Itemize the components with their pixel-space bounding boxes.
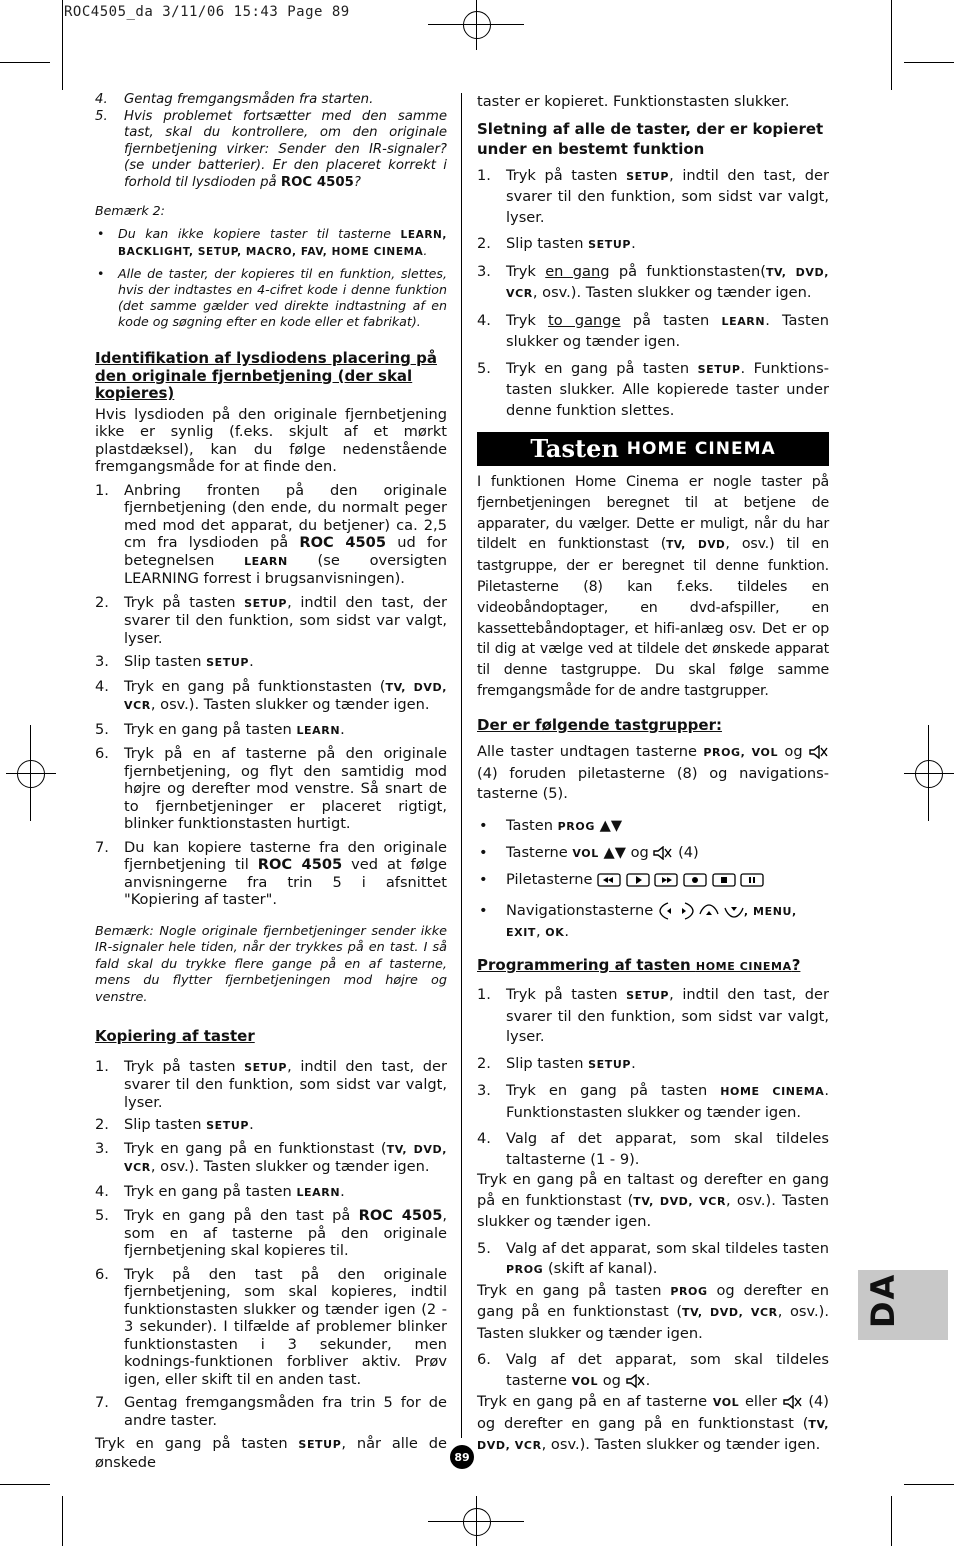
copy-steps: [95, 1058, 447, 1430]
identify-steps: [95, 482, 447, 909]
programming-step-5: [477, 1239, 829, 1281]
list-item: 6. Valg af det apparat, som skal tildeles tasterne VOL og .: [477, 1351, 829, 1389]
list-item: 3. Tryk en gang på funktionstasten(TV, DVD, VCR, osv.). Tasten slukker og tænder igen.: [477, 262, 829, 301]
list-item: 2. Slip tasten SETUP.: [95, 1116, 254, 1133]
language-tab-label: DA: [864, 1272, 902, 1328]
stop-icon: [712, 872, 736, 888]
intro-steps: [95, 92, 447, 191]
list-item: 7. Du kan kopiere tasterne fra den originale fjernbetjening til ROC 4505 ved at følge anvisningerne fra trin 5 i afsnittet "Kopiering af taster".: [95, 838, 447, 908]
list-item: 3. Slip tasten SETUP.: [95, 653, 254, 670]
nav-right-icon: [679, 902, 695, 920]
list-item: • Tasterne VOL ▲▼ og (4): [479, 843, 699, 861]
mute-icon: [626, 1374, 646, 1388]
list-item: 4. Tryk en gang på tasten LEARN.: [95, 1182, 345, 1200]
list-item: 2. Slip tasten SETUP.: [477, 235, 636, 252]
programming-steps: [477, 985, 829, 1170]
programming-step-6: [477, 1350, 829, 1392]
list-item: 3. Tryk en gang på en funktionstast (TV, DVD, VCR, osv.). Tasten slukker og tænder igen.: [95, 1139, 447, 1175]
list-item: • Piletasterne: [477, 867, 829, 893]
list-item: 1. Tryk på tasten SETUP, indtil den tast, der svarer til den funktion, som sidst var valgt, lyser.: [95, 1057, 447, 1111]
mute-icon: [653, 846, 673, 860]
left-column: [95, 92, 447, 1471]
registration-mark: [463, 11, 491, 39]
list-item: 4. Tryk to gange på tasten LEARN. Tasten slukker og tænder igen.: [477, 311, 829, 350]
paragraph: Tryk en gang på en taltast og derefter en gang på en funktionstast (TV, DVD, VCR, osv.). Tasten slukker og tænder igen.: [477, 1171, 829, 1231]
language-tab: [858, 1270, 948, 1340]
record-icon: [683, 872, 707, 888]
section-heading: Identifikation af lysdiodens placering på den originale fjernbetjening (der skal kopieres): [95, 349, 437, 402]
registration-mark: [17, 760, 45, 788]
list-item: 5. Valg af det apparat, som skal tildeles tasten PROG (skift af kanal).: [477, 1239, 829, 1278]
nav-left-icon: [658, 902, 674, 920]
mute-icon: [783, 1395, 803, 1409]
column-divider: [461, 93, 462, 1438]
list-item: 4. Gentag fremgangsmåden fra starten.: [95, 92, 374, 107]
crop-mark: [904, 1484, 954, 1485]
list-item: 1. Tryk på tasten SETUP, indtil den tast, der svarer til den funktion, som sidst var valgt, lyser.: [477, 986, 829, 1046]
paragraph: taster er kopieret. Funktionstasten slukker.: [477, 93, 790, 110]
crop-mark: [62, 0, 63, 90]
list-item: • Alle de taster, der kopieres til en funktion, slettes, hvis der indtastes en 4-cifret kode i denne funktion (det samme gælder ved direkte indtastning af en kode og søgning efter en kode eller et fabrikat).: [97, 266, 447, 329]
list-item: 1. Tryk på tasten SETUP, indtil den tast, der svarer til den funktion, som sidst var valgt, lyser.: [477, 166, 829, 226]
up-arrow-icon: ▲: [603, 843, 615, 861]
delete-steps: [477, 166, 829, 422]
list-item: • Du kan ikke kopiere taster til tasterne LEARN, BACKLIGHT, SETUP, MACRO, FAV, HOME CINEMA.: [97, 226, 447, 258]
banner-title: Tasten: [530, 433, 619, 463]
list-item: • Navigationstasterne , MENU, EXIT, OK.: [479, 901, 797, 940]
list-item: 5. Tryk en gang på tasten SETUP. Funktions-tasten slukker. Alle kopierede taster under denne funktion slettes.: [477, 359, 829, 419]
section-heading: Sletning af alle de taster, der er kopieret under en bestemt funktion: [477, 119, 824, 158]
list-item: 7. Gentag fremgangsmåden fra trin 5 for de andre taster.: [95, 1394, 447, 1429]
list-item: 4. Tryk en gang på funktionstasten (TV, DVD, VCR, osv.). Tasten slukker og tænder igen.: [95, 677, 447, 713]
list-item: 2. Slip tasten SETUP.: [477, 1054, 636, 1072]
banner-subtitle: HOME CINEMA: [626, 438, 776, 459]
paragraph: Tryk en gang på tasten PROG og derefter en gang på en funktionstast (TV, DVD, VCR, osv.). Tasten slukker og tænder igen.: [477, 1281, 829, 1342]
section-heading: Programmering af tasten HOME CINEMA?: [477, 955, 801, 974]
play-icon: [626, 872, 650, 888]
list-item: • Tasten PROG ▲▼: [479, 816, 623, 834]
rewind-icon: [597, 872, 621, 888]
list-item: 5. Hvis problemet fortsætter med den samme tast, skal du kontrollere, om den originale fjernbetjening virker: Sender den IR-signaler? (se under batterier). Er den placeret korrekt i forhold til lysdioden på ROC 4505?: [95, 108, 447, 190]
list-item: 2. Tryk på tasten SETUP, indtil den tast, der svarer til den funktion, som sidst var valgt, lyser.: [95, 593, 447, 647]
list-item: 5. Tryk en gang på tasten LEARN.: [95, 720, 345, 738]
section-banner: [477, 432, 829, 466]
note: Bemærk: Nogle originale fjernbetjeninger sender ikke IR-signaler hele tiden, når der trykkes på en tast. I så fald skal du trykke flere gange på en af tasterne, mens du flytter fjernbetjeningen mod højre og venstre.: [95, 923, 447, 1005]
list-item: 1. Anbring fronten på den originale fjernbetjening (den ende, du normalt peger med mod det apparat, du betjener) ca. 2,5 cm fra lysdioden på ROC 4505 ud for betegnelsen LEARN (se oversigten LEARNING forrest i brugsanvisningen).: [95, 481, 447, 587]
down-arrow-icon: ▼: [614, 843, 626, 861]
list-item: 4. Valg af det apparat, som skal tildeles taltasterne (1 - 9).: [477, 1130, 829, 1168]
down-arrow-icon: ▼: [610, 816, 623, 834]
section-heading: Kopiering af taster: [95, 1027, 255, 1045]
page-number: 89: [450, 1445, 474, 1469]
crop-mark: [891, 1496, 892, 1546]
crop-mark: [62, 1496, 63, 1546]
up-arrow-icon: ▲: [599, 816, 611, 834]
key-group-list: [477, 813, 829, 943]
list-item: 3. Tryk en gang på tasten HOME CINEMA. Funktionstasten slukker og tænder igen.: [477, 1082, 829, 1121]
crop-mark: [904, 62, 954, 63]
section-heading: Der er følgende tastgrupper:: [477, 715, 722, 734]
crop-mark: [891, 0, 892, 90]
list-item: 5. Tryk en gang på den tast på ROC 4505, som en af tasterne på den originale fjernbetjening skal kopieres til.: [95, 1207, 447, 1259]
note-title: Bemærk 2:: [95, 203, 165, 218]
paragraph: Alle taster undtagen tasterne PROG, VOL og (4) foruden piletasterne (8) og navigations-tasterne (5).: [477, 743, 829, 803]
registration-mark: [915, 760, 943, 788]
paragraph: Tryk en gang på en af tasterne VOL eller (4) og derefter en gang på en funktionstast (TV, DVD, VCR, osv.). Tasten slukker og tænder igen.: [477, 1393, 829, 1454]
right-column: [477, 92, 829, 1457]
mute-icon: [809, 745, 829, 759]
print-header: ROC4505_da 3/11/06 15:43 Page 89: [64, 4, 350, 20]
fast-forward-icon: [654, 872, 678, 888]
paragraph: Hvis lysdioden på den originale fjernbetjening ikke er synlig (f.eks. skjult af et mørkt plastdæksel), kan du følge nedenstående fremgangsmåde for at finde den.: [95, 405, 447, 475]
nav-up-icon: [699, 903, 719, 919]
list-item: 6. Tryk på den tast på den originale fjernbetjening, som skal kopieres, indtil funktionstasten slukker og tænder igen (2 - 3 sekunder). I tilfælde af problemer blinker funktionstasten i 3 sekunder, men kodnings-funktionen forbliver aktiv. Prøv igen, eller skift til en anden tast.: [95, 1265, 447, 1388]
nav-down-icon: [724, 903, 744, 919]
pause-icon: [740, 872, 764, 888]
crop-mark: [0, 62, 50, 63]
list-item: 6. Tryk på en af tasterne på den originale fjernbetjening, og flyt den samtidig mod højre og derefter mod venstre. Så snart de to fjernbetjeninger er placeret rigtigt, blinker funktionstasten hurtigt.: [95, 745, 447, 832]
crop-mark: [0, 1484, 50, 1485]
paragraph: Tryk en gang på tasten SETUP, når alle de ønskede: [95, 1435, 447, 1471]
paragraph: I funktionen Home Cinema er nogle taster på fjernbetjeningen beregnet til at betjene de apparater, du vælger. Dette er muligt, når du har tildelt en funktionstast (TV, DVD, osv.) til en tastgruppe, der er beregnet til denne funktion. Piletasterne (8) kan f.eks. tildeles en videobåndoptager, en dvd-afspiller, en kassettebåndoptager, et hifi-anlæg osv. Det er op til dig at vælge ved at tildele det ønskede apparat til denne tastgruppe. Du skal følge samme fremgangsmåde for de andre tastgrupper.: [477, 474, 829, 699]
note-list: [95, 226, 447, 330]
registration-mark: [463, 1508, 491, 1536]
